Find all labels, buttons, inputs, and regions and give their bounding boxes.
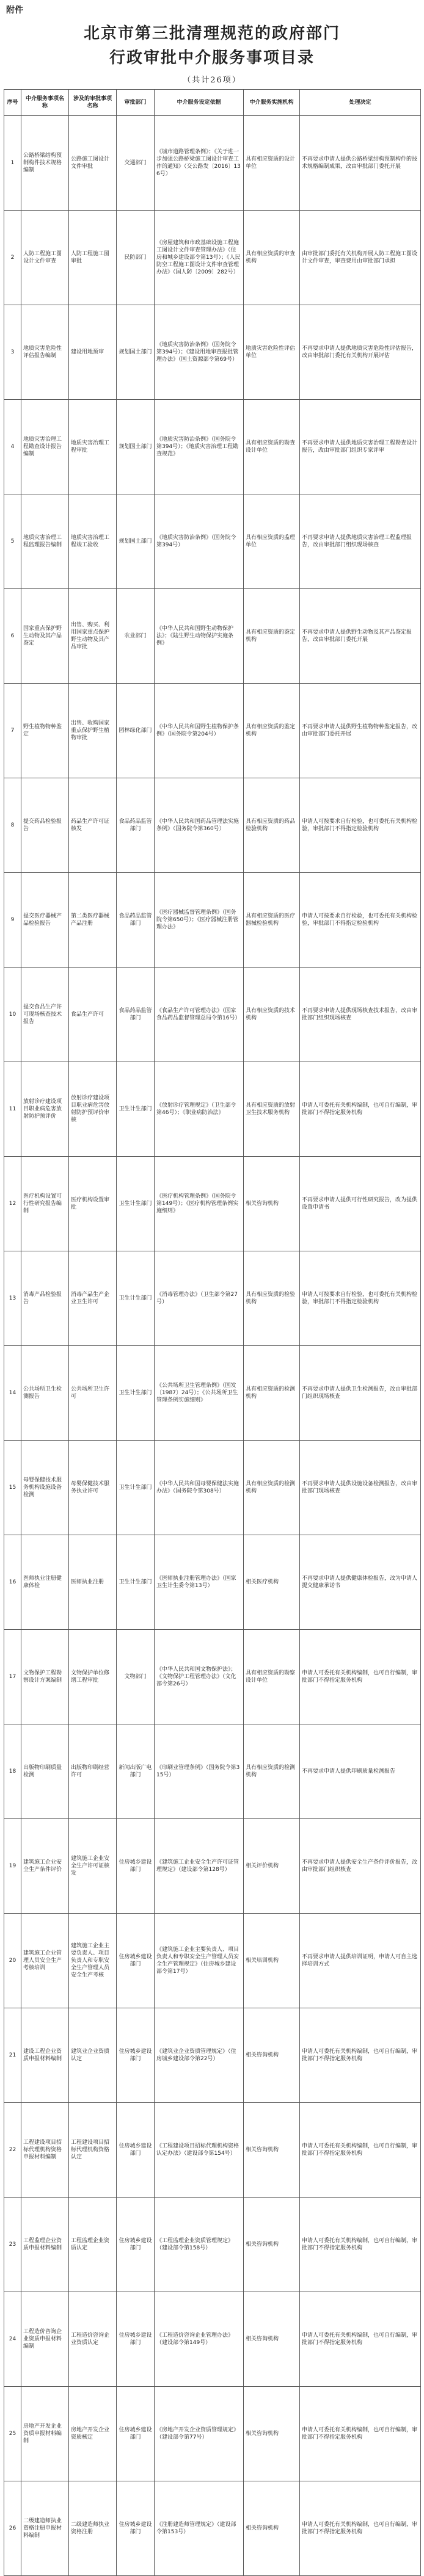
service-name-cell: 二级建造师执业资格注册申报材料编制 [21,2481,69,2576]
agency-cell: 具有相应资质的医疗器械检验机构 [244,873,300,968]
legal-basis-cell: 《地质灾害防治条例》（国务院令第394号）；《地质灾害治理工程勘查规范》 [155,400,244,494]
department-cell: 卫生计生部门 [117,1251,155,1346]
row-number-cell: 1 [4,116,21,211]
legal-basis-cell: 《工程造价咨询企业管理办法》（建设部令第149号） [155,2292,244,2387]
decision-cell: 不再要求申请人提供地质灾害治理工程勘查设计报告，改由审批部门组织专家评审 [300,400,421,494]
approval-name-cell: 公路施工图设计文件审批 [69,116,117,211]
approval-name-cell: 建设用地预审 [69,305,117,400]
service-name-cell: 提交食品生产许可现场核查技术报告 [21,968,69,1062]
service-name-cell: 建设工程企业资质申报材料编制 [21,2008,69,2103]
approval-name-cell: 文物保护单位修缮工程审批 [69,1630,117,1724]
table-row [4,2198,421,2292]
row-number-cell: 10 [4,968,21,1062]
decision-cell: 申请人可委托有关机构编制，也可自行编制，审批部门不得指定服务机构 [300,2481,421,2576]
decision-cell: 不再要求申请人提供卫生检测报告，改由审批部门组织现场核查 [300,1346,421,1441]
table-row [4,778,421,873]
decision-cell: 申请人可委托有关机构编制，也可自行编制，审批部门不得指定服务机构 [300,1630,421,1724]
row-number-cell: 4 [4,400,21,494]
service-name-cell: 工程造价咨询企业资质申报材料编制 [21,2292,69,2387]
decision-cell: 不再要求申请人提供培训证明，申请人可自主选择培训方式 [300,1914,421,2008]
header-basis: 中介服务设定依据 [155,90,244,116]
department-cell: 规划国土部门 [117,494,155,589]
service-name-cell: 提交医疗器械产品检验报告 [21,873,69,968]
department-cell: 住房城乡建设部门 [117,1819,155,1914]
legal-basis-cell: 《中华人民共和国野生动物保护法》；《陆生野生动物保护实施条例》 [155,589,244,684]
agency-cell: 具有相应资质的监理单位 [244,494,300,589]
service-name-cell: 地质灾害危险性评估报告编制 [21,305,69,400]
legal-basis-cell: 《中华人民共和国野生植物保护条例》（国务院令第204号） [155,684,244,778]
decision-cell: 不再要求申请人提供野生植物物种鉴定报告，改由审批部门委托开展 [300,684,421,778]
table-header-row [4,90,421,116]
table-row [4,1914,421,2008]
row-number-cell: 21 [4,2008,21,2103]
row-number-cell: 6 [4,589,21,684]
service-name-cell: 国家重点保护野生动物及其产品鉴定 [21,589,69,684]
decision-cell: 申请人可委托有关机构编制，也可自行编制，审批部门不得指定服务机构 [300,2198,421,2292]
table-row [4,2103,421,2198]
legal-basis-cell: 《医疗器械监督管理条例》（国务院令第650号）；《医疗器械注册管理办法》 [155,873,244,968]
table-row [4,2481,421,2576]
agency-cell: 具有相应资质的技术机构 [244,968,300,1062]
service-name-cell: 医师执业注册健康体检 [21,1535,69,1630]
agency-cell: 相关咨询机构 [244,2103,300,2198]
table-row [4,1441,421,1535]
approval-name-cell: 消毒产品生产企业卫生许可 [69,1251,117,1346]
approval-name-cell: 出售、收购国家重点保护野生植物审批 [69,684,117,778]
decision-cell: 申请人可委托有关机构编制，也可自行编制，审批部门不得指定服务机构 [300,2292,421,2387]
approval-name-cell: 房地产开发企业资质核定 [69,2387,117,2481]
decision-cell: 不再要求申请人提供地质灾害危险性评估报告，改由审批部门委托有关机构开展评估 [300,305,421,400]
row-number-cell: 25 [4,2387,21,2481]
table-row [4,873,421,968]
table-row [4,1062,421,1157]
decision-cell: 不再要求申请人提供现场核查技术报告，改由审批部门组织现场核查 [300,968,421,1062]
approval-name-cell: 工程建设项目招标代理机构资格认定 [69,2103,117,2198]
decision-cell: 不再要求申请人提供安全生产条件评价报告，改由审批部门组织核查 [300,1819,421,1914]
legal-basis-cell: 《中华人民共和国母婴保健法实施办法》（国务院令第308号） [155,1441,244,1535]
approval-name-cell: 食品生产许可 [69,968,117,1062]
table-row [4,211,421,305]
department-cell: 食品药品监管部门 [117,873,155,968]
header-decision: 处理决定 [300,90,421,116]
legal-basis-cell: 《房屋建筑和市政基础设施工程施工图设计文件审查管理办法》（住房和城乡建设部令第13号）；《人民防空工程施工图设计文件审查管理办法》（国人防〔2009〕282号） [155,211,244,305]
approval-name-cell: 建筑业企业资质认定 [69,2008,117,2103]
row-number-cell: 8 [4,778,21,873]
table-row [4,2008,421,2103]
decision-cell: 不再要求申请人提供印刷质量检测报告 [300,1724,421,1819]
page-subtitle: 行政审批中介服务事项目录 [109,49,315,67]
approval-name-cell: 工程监理企业资质认定 [69,2198,117,2292]
agency-cell: 具有相应资质的勘察设计单位 [244,1630,300,1724]
decision-cell: 申请人可按要求自行检验，也可委托有关机构检验，审批部门不得指定检验机构 [300,873,421,968]
service-name-cell: 文物保护工程勘察设计方案编制 [21,1630,69,1724]
table-row [4,305,421,400]
service-name-cell: 人防工程施工图设计文件审查 [21,211,69,305]
table-row [4,494,421,589]
service-name-cell: 母婴保健技术服务机构设施设备检测 [21,1441,69,1535]
decision-cell: 不再要求申请人提供地质灾害治理工程监理报告，改由审批部门组织现场核查 [300,494,421,589]
row-number-cell: 11 [4,1062,21,1157]
agency-cell: 相关咨询机构 [244,2481,300,2576]
legal-basis-cell: 《消毒管理办法》（卫生部令第27号） [155,1251,244,1346]
decision-cell: 不再要求申请人提供公路桥梁结构预制构件的技术规格编制成果，改由审批部门委托开展 [300,116,421,211]
department-cell: 住房城乡建设部门 [117,2008,155,2103]
agency-cell: 相关咨询机构 [244,2008,300,2103]
page-title: 北京市第三批清理规范的政府部门 [83,24,340,43]
header-service: 中介服务事项名称 [21,90,69,116]
department-cell: 卫生计生部门 [117,1062,155,1157]
row-number-cell: 3 [4,305,21,400]
approval-name-cell: 二级建造师执业资格注册 [69,2481,117,2576]
legal-basis-cell: 《地质灾害防治条例》（国务院令第394号）；《建设用地审查报批管理办法》（国土资源部令第69号） [155,305,244,400]
department-cell: 民防部门 [117,211,155,305]
service-name-cell: 建筑施工企业管理人员安全生产考核培训 [21,1914,69,2008]
department-cell: 规划国土部门 [117,305,155,400]
table-row [4,1724,421,1819]
decision-cell: 申请人可按要求自行检验，也可委托有关机构检验，审批部门不得指定检验机构 [300,778,421,873]
approval-name-cell: 药品生产许可证核发 [69,778,117,873]
table-body [4,116,421,2576]
agency-cell: 相关咨询机构 [244,2198,300,2292]
decision-cell: 不再要求申请人提供健康体检报告，改为申请人提交健康承诺书 [300,1535,421,1630]
approval-name-cell: 出版物印刷经营许可 [69,1724,117,1819]
legal-basis-cell: 《食品生产许可管理办法》（国家食品药品监督管理总局令第16号） [155,968,244,1062]
approval-name-cell: 医师执业注册 [69,1535,117,1630]
department-cell: 规划国土部门 [117,400,155,494]
item-count: （共计26项） [183,76,241,85]
agency-cell: 相关咨询机构 [244,1157,300,1251]
department-cell: 卫生计生部门 [117,1157,155,1251]
row-number-cell: 26 [4,2481,21,2576]
legal-basis-cell: 《房地产开发企业资质管理规定》（建设部令第77号） [155,2387,244,2481]
agency-cell: 具有相应资质的药品检验机构 [244,778,300,873]
service-name-cell: 出版物印刷质量检测 [21,1724,69,1819]
department-cell: 农业部门 [117,589,155,684]
decision-cell: 申请人可委托有关机构编制，也可自行编制，审批部门不得指定服务机构 [300,1062,421,1157]
approval-name-cell: 地质灾害治理工程竣工验收 [69,494,117,589]
table-row [4,1157,421,1251]
agency-cell: 具有相应资质的勘查设计单位 [244,400,300,494]
legal-basis-cell: 《地质灾害防治条例》（国务院令第394号） [155,494,244,589]
agency-cell: 具有相应资质的检测机构 [244,1724,300,1819]
decision-cell: 申请人可委托有关机构编制，也可自行编制，审批部门不得指定服务机构 [300,2103,421,2198]
service-name-cell: 放射诊疗建设项目职业病危害放射防护预评价 [21,1062,69,1157]
row-number-cell: 20 [4,1914,21,2008]
department-cell: 住房城乡建设部门 [117,1914,155,2008]
row-number-cell: 17 [4,1630,21,1724]
legal-basis-cell: 《中华人民共和国药品管理法实施条例》（国务院令第360号） [155,778,244,873]
agency-cell: 相关医疗机构 [244,1535,300,1630]
row-number-cell: 12 [4,1157,21,1251]
decision-cell: 申请人可委托有关机构编制，也可自行编制，审批部门不得指定服务机构 [300,2387,421,2481]
header-agency: 中介服务实施机构 [244,90,300,116]
header-approval: 涉及的审批事项名称 [69,90,117,116]
attachment-label: 附件 [6,5,23,15]
legal-basis-cell: 《医师执业注册管理办法》（国家卫生计生委令第13号） [155,1535,244,1630]
department-cell: 文物部门 [117,1630,155,1724]
service-name-cell: 医疗机构设置可行性研究报告编制 [21,1157,69,1251]
decision-cell: 申请人可委托有关机构编制，也可自行编制，审批部门不得指定服务机构 [300,2008,421,2103]
approval-name-cell: 医疗机构设置审批 [69,1157,117,1251]
department-cell: 食品药品监管部门 [117,968,155,1062]
row-number-cell: 24 [4,2292,21,2387]
department-cell: 交通部门 [117,116,155,211]
service-name-cell: 地质灾害治理工程监理报告编制 [21,494,69,589]
agency-cell: 相关咨询机构 [244,2292,300,2387]
approval-name-cell: 地质灾害治理工程审批 [69,400,117,494]
approval-name-cell: 公共场所卫生许可 [69,1346,117,1441]
agency-cell: 具有相应资质的放射卫生技术服务机构 [244,1062,300,1157]
approval-name-cell: 工程造价咨询企业资质认定 [69,2292,117,2387]
agency-cell: 相关咨询机构 [244,2387,300,2481]
row-number-cell: 7 [4,684,21,778]
department-cell: 园林绿化部门 [117,684,155,778]
table-row [4,684,421,778]
row-number-cell: 2 [4,211,21,305]
service-name-cell: 房地产开发企业资质申报材料编制 [21,2387,69,2481]
header-dept: 审批部门 [117,90,155,116]
row-number-cell: 23 [4,2198,21,2292]
agency-cell: 具有相应资质的检测机构 [244,1346,300,1441]
service-name-cell: 地质灾害治理工程勘查设计报告编制 [21,400,69,494]
row-number-cell: 14 [4,1346,21,1441]
department-cell: 食品药品监管部门 [117,778,155,873]
table-row [4,1819,421,1914]
agency-cell: 具有相应资质的鉴定机构 [244,589,300,684]
department-cell: 卫生计生部门 [117,1535,155,1630]
legal-basis-cell: 《印刷业管理条例》（国务院令第315号） [155,1724,244,1819]
approval-name-cell: 放射诊疗建设项目职业病危害放射防护预评价审核 [69,1062,117,1157]
legal-basis-cell: 《城市道路管理条例》；《关于进一步加强公路桥梁施工图设计审查工作的通知》（交公路发〔2016〕136号） [155,116,244,211]
service-name-cell: 建筑施工企业安全生产条件评价 [21,1819,69,1914]
department-cell: 住房城乡建设部门 [117,2481,155,2576]
row-number-cell: 16 [4,1535,21,1630]
agency-cell: 具有相应资质的检验机构 [244,1251,300,1346]
approval-name-cell: 出售、购买、利用国家重点保护野生动物及其产品审批 [69,589,117,684]
approval-name-cell: 建筑施工企业主要负责人、项目负责人和专职安全生产管理人员安全生产考核 [69,1914,117,2008]
service-name-cell: 提交药品检验报告 [21,778,69,873]
decision-cell: 申请人可按要求自行检验，也可委托有关机构检验，审批部门不得指定检验机构 [300,1251,421,1346]
approval-name-cell: 母婴保健技术服务执业许可 [69,1441,117,1535]
row-number-cell: 5 [4,494,21,589]
agency-cell: 具有相应资质的审查机构 [244,211,300,305]
table-row [4,1251,421,1346]
table-row [4,400,421,494]
department-cell: 住房城乡建设部门 [117,2198,155,2292]
row-number-cell: 13 [4,1251,21,1346]
service-name-cell: 消毒产品检验报告 [21,1251,69,1346]
table-row [4,1346,421,1441]
legal-basis-cell: 《注册建造师管理规定》（建设部令第153号） [155,2481,244,2576]
department-cell: 卫生计生部门 [117,1441,155,1535]
service-name-cell: 工程建设项目招标代理机构资格申报材料编制 [21,2103,69,2198]
service-name-cell: 野生植物物种鉴定 [21,684,69,778]
legal-basis-cell: 《建筑业企业资质管理规定》（住房城乡建设部令第22号） [155,2008,244,2103]
table-row [4,589,421,684]
service-name-cell: 工程监理企业资质申报材料编制 [21,2198,69,2292]
row-number-cell: 22 [4,2103,21,2198]
service-table [4,89,421,2576]
decision-cell: 不再要求申请人提供设施设备检测报告，改由审批部门现场核查 [300,1441,421,1535]
legal-basis-cell: 《医疗机构管理条例》（国务院令第149号）；《医疗机构管理条例实施细则》 [155,1157,244,1251]
decision-cell: 由审批部门委托有关机构开展人防工程施工图设计文件审查，审查费用由审批部门承担 [300,211,421,305]
row-number-cell: 19 [4,1819,21,1914]
legal-basis-cell: 《建筑施工企业安全生产许可证管理规定》（建设部令第128号） [155,1819,244,1914]
service-name-cell: 公路桥梁结构预制构件技术规格编制 [21,116,69,211]
agency-cell: 具有相应资质的检测机构 [244,1441,300,1535]
agency-cell: 相关评价机构 [244,1819,300,1914]
legal-basis-cell: 《放射诊疗管理规定》（卫生部令第46号）；《职业病防治法》 [155,1062,244,1157]
decision-cell: 不再要求申请人提供可行性研究报告，改为提供设置申请书 [300,1157,421,1251]
table-row [4,968,421,1062]
table-row [4,2292,421,2387]
header-no: 序号 [4,90,21,116]
decision-cell: 不再要求申请人提供野生动物及其产品鉴定报告，改由审批部门委托开展 [300,589,421,684]
table-row [4,1535,421,1630]
department-cell: 新闻出版广电部门 [117,1724,155,1819]
agency-cell: 地质灾害危险性评估单位 [244,305,300,400]
row-number-cell: 18 [4,1724,21,1819]
service-name-cell: 公共场所卫生检测报告 [21,1346,69,1441]
table-row [4,1630,421,1724]
department-cell: 住房城乡建设部门 [117,2292,155,2387]
legal-basis-cell: 《工程监理企业资质管理规定》（建设部令第158号） [155,2198,244,2292]
legal-basis-cell: 《建筑施工企业主要负责人、项目负责人和专职安全生产管理人员安全生产管理规定》（住房城乡建设部令第17号） [155,1914,244,2008]
approval-name-cell: 第二类医疗器械产品注册 [69,873,117,968]
agency-cell: 相关培训机构 [244,1914,300,2008]
row-number-cell: 15 [4,1441,21,1535]
legal-basis-cell: 《中华人民共和国文物保护法》；《文物保护工程管理办法》（文化部令第26号） [155,1630,244,1724]
department-cell: 住房城乡建设部门 [117,2387,155,2481]
agency-cell: 具有相应资质的设计单位 [244,116,300,211]
legal-basis-cell: 《工程建设项目招标代理机构资格认定办法》（建设部令第154号） [155,2103,244,2198]
agency-cell: 具有相应资质的鉴定机构 [244,684,300,778]
approval-name-cell: 人防工程施工图审批 [69,211,117,305]
legal-basis-cell: 《公共场所卫生管理条例》（国发〔1987〕24号）；《公共场所卫生管理条例实施细则》 [155,1346,244,1441]
department-cell: 住房城乡建设部门 [117,2103,155,2198]
row-number-cell: 9 [4,873,21,968]
table-row [4,116,421,211]
department-cell: 卫生计生部门 [117,1346,155,1441]
approval-name-cell: 建筑施工企业安全生产许可证核发 [69,1819,117,1914]
table-row [4,2387,421,2481]
